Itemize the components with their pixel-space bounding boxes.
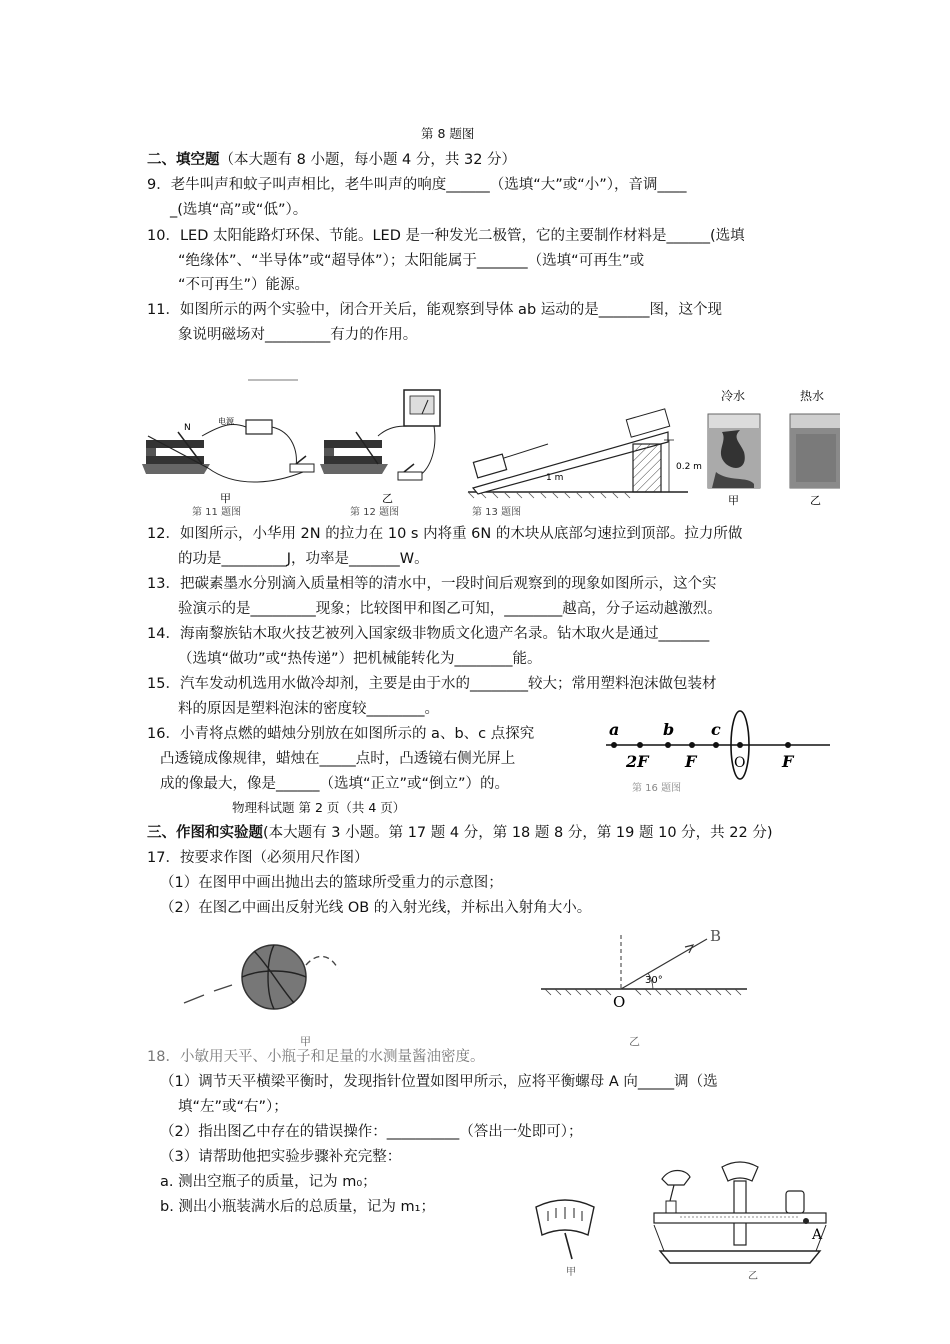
fig11-yi-apparatus — [320, 390, 440, 480]
fig11-caption: 第 11 题图 — [192, 507, 242, 518]
beaker-yi-label: 乙 — [810, 494, 821, 507]
section2-heading — [147, 150, 516, 170]
q14-line2: （选填“做功”或“热传递”）把机械能转化为________能。 — [178, 651, 542, 667]
q17-line1: 17．按要求作图（必须用尺作图） — [147, 850, 369, 866]
label-o: O — [734, 755, 746, 771]
fig18-yi-balance — [640, 1155, 840, 1281]
label-f-left: F — [685, 752, 697, 771]
q18-line0: 18．小敏用天平、小瓶子和足量的水测量酱油密度。 — [147, 1049, 485, 1065]
q9-line2: _(选填“高”或“低”）。 — [170, 202, 308, 218]
q12-line1: 12．如图所示，小华用 2N 的拉力在 10 s 内将重 6N 的木块从底部匀速拉到顶部。拉力所做 — [147, 526, 743, 542]
q15-line2: 料的原因是塑料泡沫的密度较________。 — [178, 701, 439, 717]
incline-height-label: 0.2 m — [676, 462, 702, 472]
section3-note: (本大题有 3 小题。第 17 题 4 分，第 18 题 8 分，第 19 题 10 分，共 22 分) — [263, 825, 773, 841]
fig17-yi-reflection — [535, 925, 755, 1050]
fig16-caption: 第 16 题图 — [632, 783, 682, 794]
point-f-right — [785, 742, 791, 748]
fig12-caption: 第 12 题图 — [350, 507, 400, 518]
fig8-caption: 第 8 题图 — [421, 126, 475, 141]
point-b-label: B — [710, 927, 722, 945]
balance-dial — [722, 1162, 758, 1181]
q17-line3: （2）在图乙中画出反射光线 OB 的入射光线，并标出入射角大小。 — [160, 900, 592, 916]
fig17-jia-basketball — [170, 925, 370, 1050]
fig17-jia-label: 甲 — [300, 1035, 311, 1048]
fig11-power-label: 电源 — [218, 417, 234, 426]
q10-line3: “不可再生”）能源。 — [178, 277, 310, 293]
balance-beam — [654, 1213, 826, 1223]
q18-line2: 填“左”或“右”）； — [178, 1099, 288, 1115]
point-b — [665, 742, 671, 748]
point-c — [713, 742, 719, 748]
beaker-jia-label: 甲 — [728, 494, 739, 507]
reflected-ray-ob — [621, 939, 707, 989]
mirror-hatch — [545, 989, 741, 995]
q18-line1: （1）调节天平横梁平衡时，发现指针位置如图甲所示，应将平衡螺母 A 向_____调（选 — [160, 1074, 718, 1090]
balance-nut — [803, 1218, 809, 1224]
weight-piece — [666, 1201, 676, 1213]
q15-line1: 15．汽车发动机选用水做冷却剂，主要是由于水的________较大；常用塑料泡沫做包装材 — [147, 676, 717, 692]
fig17-yi-label: 乙 — [629, 1035, 640, 1048]
beaker-cold — [708, 414, 760, 488]
q16-line3: 成的像最大，像是______（选填“正立”或“倒立”）的。 — [160, 776, 510, 792]
q18-line4: （3）请帮助他把实验步骤补充完整： — [160, 1149, 402, 1165]
hot-water-label: 热水 — [800, 389, 825, 403]
q18-line6: b. 测出小瓶装满水后的总质量，记为 m₁； — [160, 1199, 435, 1215]
bottle-on-pan — [786, 1191, 804, 1213]
balance-base — [660, 1251, 820, 1263]
point-o-label: O — [613, 993, 626, 1011]
hand-icon — [662, 1171, 690, 1186]
lens-diagram — [598, 705, 842, 797]
point-f-left — [689, 742, 695, 748]
q18-line5: a. 测出空瓶子的质量，记为 m₀； — [160, 1174, 377, 1190]
balance-nut-label: A — [812, 1227, 823, 1243]
trajectory-right — [306, 956, 338, 969]
beaker-hot — [790, 414, 840, 488]
point-a — [611, 742, 617, 748]
fig18-jia-pointer — [530, 1195, 600, 1279]
q11-line1: 11．如图所示的两个实验中，闭合开关后，能观察到导体 ab 运动的是_______图，这个现 — [147, 302, 723, 318]
section2-title: 二、填空题 — [147, 152, 220, 168]
q13-line2: 验演示的是_________现象；比较图甲和图乙可知，________越高，分子运动越激烈。 — [178, 601, 722, 617]
label-b: b — [663, 720, 675, 739]
section3-title: 三、作图和实验题 — [147, 825, 263, 841]
q18-line3: （2）指出图乙中存在的错误操作：__________（答出一处即可）； — [160, 1124, 583, 1140]
q14-line1: 14．海南黎族钻木取火技艺被列入国家级非物质文化遗产名录。钻木取火是通过_______ — [147, 626, 710, 642]
q11-line2: 象说明磁场对_________有力的作用。 — [178, 327, 418, 343]
trajectory-left — [184, 985, 232, 1003]
angle-label: 30° — [645, 975, 663, 986]
fig11-yi-label: 乙 — [382, 492, 393, 505]
point-o — [737, 742, 743, 748]
fig-incline — [468, 409, 688, 498]
balance-leg-left — [654, 1225, 664, 1251]
q16-line2: 凸透镜成像规律，蜡烛在_____点时，凸透镜右侧光屏上 — [160, 751, 516, 767]
q16-line1: 16．小青将点燃的蜡烛分别放在如图所示的 a、b、c 点探究 — [147, 726, 535, 742]
section3-heading — [147, 823, 773, 843]
figures-row-11-12-13 — [128, 372, 840, 520]
tweezers — [670, 1185, 674, 1201]
label-c: c — [711, 720, 721, 739]
fig13-caption: 第 13 题图 — [472, 507, 522, 518]
q10-line2: “绝缘体”、“半导体”或“超导体”）；太阳能属于_______（选填“可再生”或 — [178, 253, 645, 269]
q17-line2: （1）在图甲中画出抛出去的篮球所受重力的示意图； — [160, 875, 503, 891]
cold-water-label: 冷水 — [721, 389, 746, 403]
q12-line2: 的功是_________J，功率是_______W。 — [178, 551, 429, 567]
incline-length-label: 1 m — [546, 473, 564, 483]
pointer-needle — [565, 1233, 572, 1259]
q13-line1: 13．把碳素墨水分别滴入质量相等的清水中，一段时间后观察到的现象如图所示，这个实 — [147, 576, 717, 592]
section2-note: （本大题有 8 小题，每小题 4 分，共 32 分） — [219, 152, 517, 168]
page-footer: 物理科试题 第 2 页（共 4 页） — [232, 800, 406, 815]
label-2f: 2F — [626, 752, 649, 771]
label-a: a — [609, 720, 620, 739]
fig18-jia-label: 甲 — [566, 1267, 576, 1278]
point-2f — [637, 742, 643, 748]
fig18-yi-label: 乙 — [748, 1271, 758, 1281]
q9-line1: 9．老牛叫声和蚊子叫声相比，老牛叫声的响度______（选填“大”或“小”），音调____ — [147, 177, 687, 193]
fig11-jia-label: 甲 — [220, 492, 231, 505]
fig11-jia-apparatus — [142, 420, 314, 482]
fig11-magnet-n-label: N — [184, 423, 191, 433]
label-f-right: F — [782, 752, 794, 771]
q10-line1: 10．LED 太阳能路灯环保、节能。LED 是一种发光二极管，它的主要制作材料是______(选填 — [147, 228, 745, 244]
